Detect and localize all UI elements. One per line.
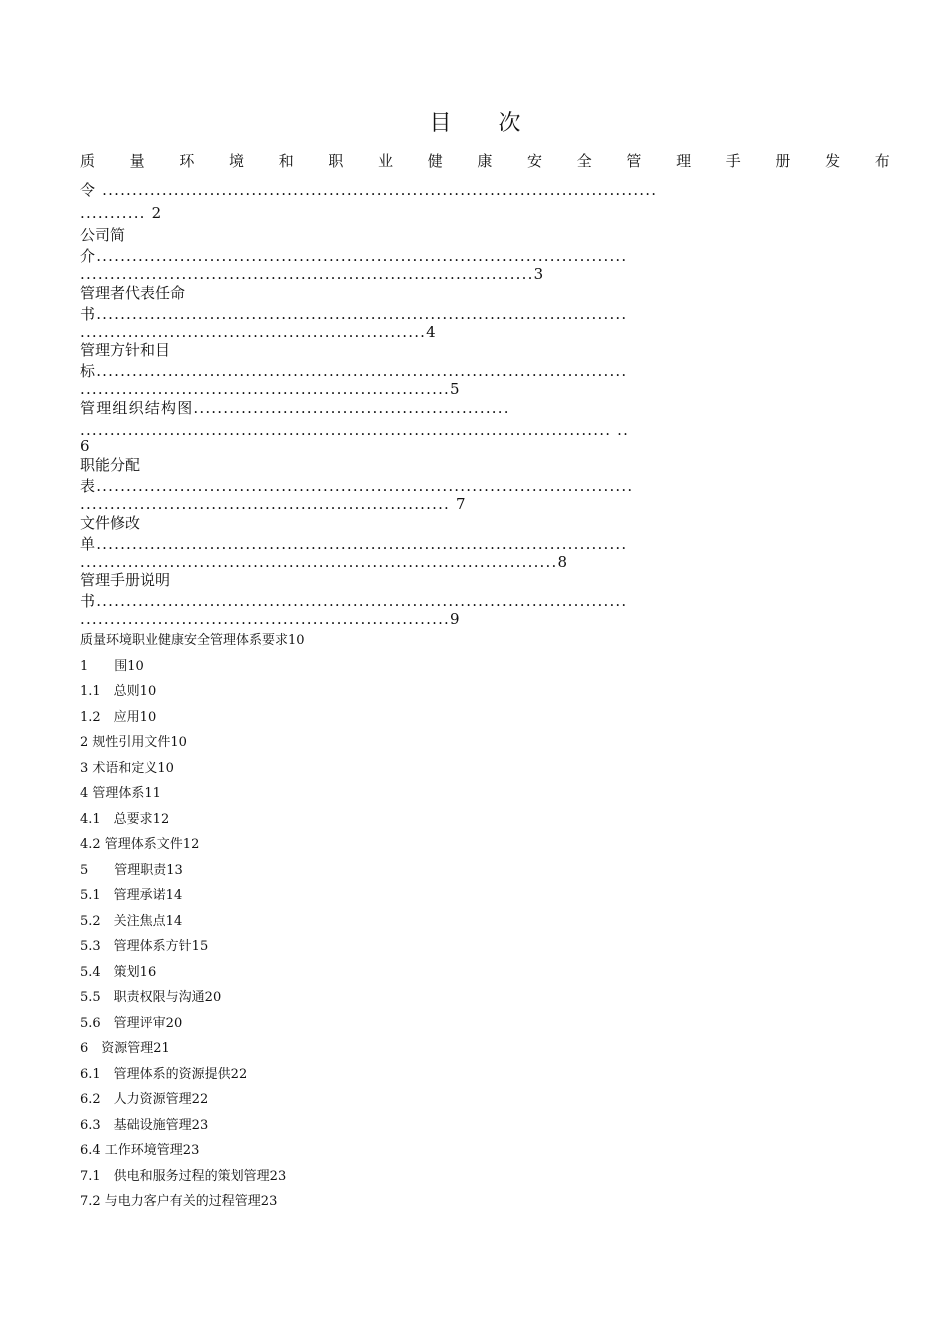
toc-item: 3 术语和定义10	[80, 760, 174, 776]
toc-entry-page: 6	[80, 437, 90, 455]
toc-heading-char: 康	[477, 152, 493, 170]
toc-entry-page: ..........................................................4	[80, 323, 437, 341]
toc-item: 1.1 总则10	[80, 684, 157, 699]
toc-item: 5.6 管理评审20	[80, 1015, 183, 1031]
toc-entry-label: 公司简	[80, 226, 126, 244]
toc-item: 5.1 管理承诺14	[80, 888, 183, 903]
toc-entry-line: 介.........................................................................................	[80, 247, 628, 265]
toc-heading-char: 环	[179, 152, 195, 170]
toc-heading-char: 手	[725, 152, 741, 170]
toc-item: 4.1 总要求12	[80, 811, 170, 827]
toc-entry-label: 管理方针和目	[80, 341, 171, 359]
toc-entry-label: 职能分配	[80, 456, 141, 474]
toc-entry-line: ......................................................................................... ..	[80, 421, 630, 439]
toc-entry-line: 标.........................................................................................	[80, 362, 628, 380]
toc-heading-char: 量	[129, 152, 145, 170]
toc-item: 5.3 管理体系方针15	[80, 939, 209, 954]
toc-item: 5.5 职责权限与沟通20	[80, 990, 222, 1005]
toc-heading-char: 发	[825, 152, 841, 170]
toc-heading-char: 质	[80, 152, 96, 170]
toc-entry-line: 书.........................................................................................	[80, 305, 628, 323]
toc-entry-label: 管理者代表任命	[80, 284, 186, 302]
toc-entry-page: ................................................................................8	[80, 553, 569, 571]
toc-entry-label: 管理手册说明	[80, 571, 171, 589]
toc-item: 质量环境职业健康安全管理体系要求10	[80, 633, 305, 648]
toc-heading-char: 业	[378, 152, 394, 170]
toc-entry-line: 令 .............................................................................................	[80, 181, 658, 199]
toc-item: 6.4 工作环境管理23	[80, 1143, 200, 1158]
toc-heading-spread	[80, 151, 890, 171]
toc-heading-char: 管	[626, 152, 642, 170]
toc-heading-char: 和	[278, 152, 294, 170]
toc-entry-page: ..............................................................9	[80, 610, 461, 628]
toc-item: 6.1 管理体系的资源提供22	[80, 1066, 248, 1082]
toc-entry-page: ............................................................................3	[80, 265, 545, 283]
toc-entry-label: 文件修改	[80, 514, 141, 532]
toc-item: 1.2 应用10	[80, 709, 157, 725]
toc-item: 1 围10	[80, 658, 144, 674]
page-title: 目 次	[429, 111, 541, 136]
toc-entry-line: 书.........................................................................................	[80, 592, 628, 610]
toc-item: 4.2 管理体系文件12	[80, 837, 200, 852]
toc-heading-char: 安	[527, 152, 543, 170]
toc-item: 5 管理职责13	[80, 862, 183, 878]
toc-entry-line: 表..........................................................................................	[80, 477, 634, 495]
toc-heading-char: 健	[427, 152, 443, 170]
toc-heading-char: 册	[775, 152, 791, 170]
toc-heading-char: 全	[576, 152, 592, 170]
toc-heading-char: 职	[328, 152, 344, 170]
toc-entry-page: ........... 2	[80, 204, 163, 222]
toc-entry-label: 管理组织结构图.....................................................	[80, 399, 510, 417]
toc-item: 4 管理体系11	[80, 786, 161, 801]
toc-item: 6.3 基础设施管理23	[80, 1117, 209, 1133]
toc-entry-page: ..............................................................5	[80, 380, 461, 398]
toc-entry-line: 单.........................................................................................	[80, 535, 628, 553]
toc-heading-char: 布	[874, 152, 890, 170]
toc-item: 7.1 供电和服务过程的策划管理23	[80, 1168, 287, 1184]
toc-item: 5.2 关注焦点14	[80, 913, 183, 929]
toc-heading-char: 理	[676, 152, 692, 170]
toc-item: 2 规性引用文件10	[80, 735, 187, 750]
toc-item: 5.4 策划16	[80, 964, 157, 980]
toc-entry-page: .............................................................. 7	[80, 495, 467, 513]
toc-item: 6 资源管理21	[80, 1041, 170, 1056]
toc-heading-char: 境	[229, 152, 245, 170]
toc-item: 6.2 人力资源管理22	[80, 1092, 209, 1107]
toc-item: 7.2 与电力客户有关的过程管理23	[80, 1194, 278, 1209]
